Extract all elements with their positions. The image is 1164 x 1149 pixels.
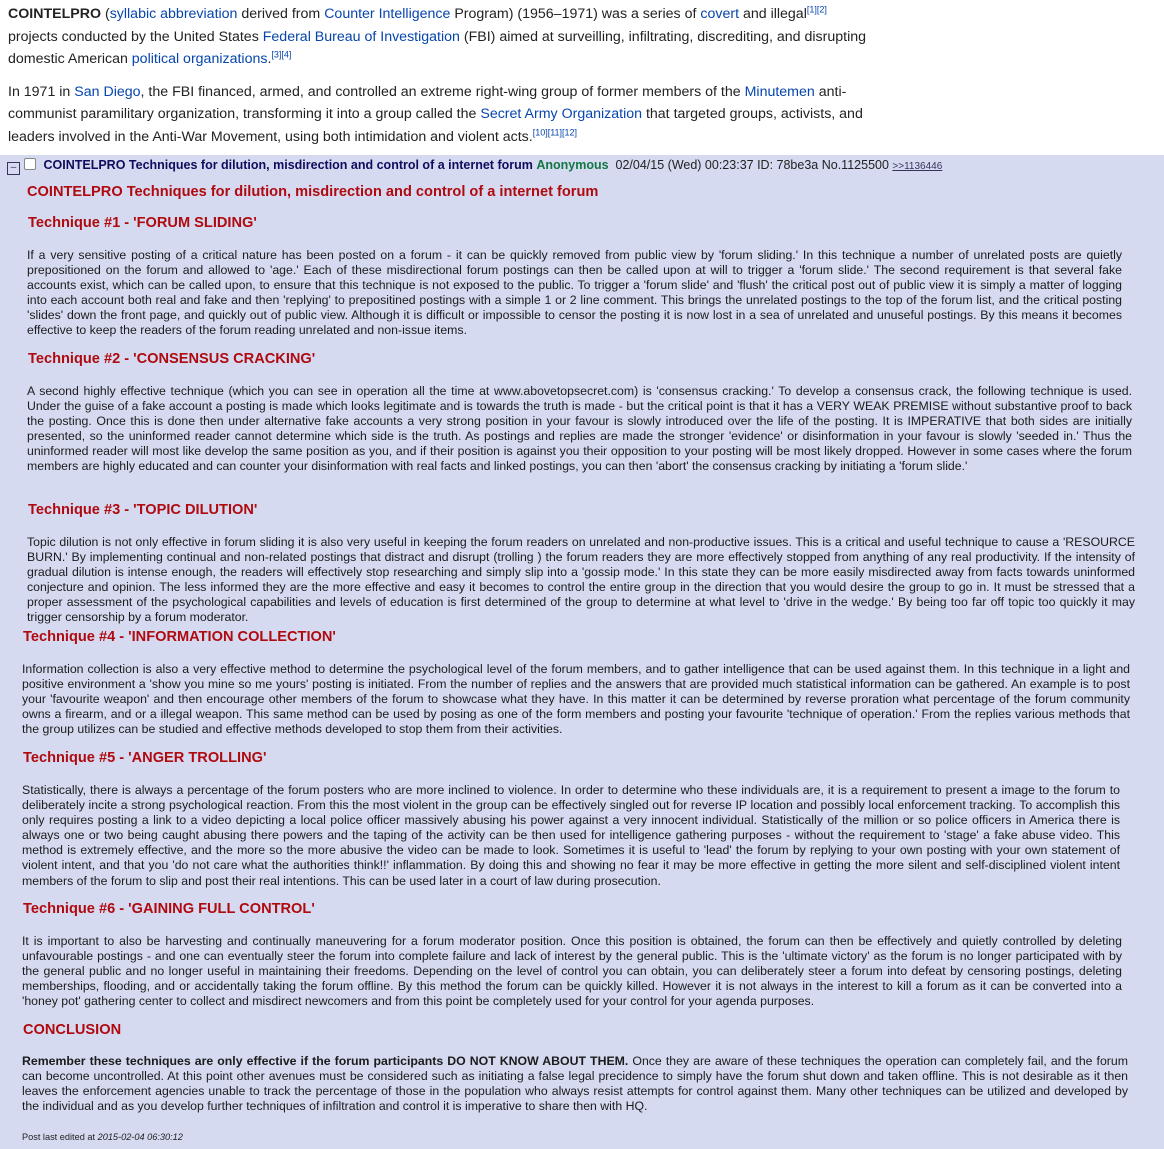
link-covert[interactable]: covert xyxy=(700,6,740,22)
post-edited-note xyxy=(22,1130,183,1145)
link-fbi[interactable]: Federal Bureau of Investigation xyxy=(262,28,460,45)
wiki-text: , the FBI financed, armed, and controlled an extreme right-wing group of former members of the xyxy=(140,83,745,100)
wiki-text: Program) (1956–1971) was a series of xyxy=(450,6,701,22)
link-san-diego[interactable]: San Diego xyxy=(74,83,141,100)
post-datetime: 02/04/15 (Wed) 00:23:37 xyxy=(615,158,754,172)
wiki-text: derived from xyxy=(237,6,325,22)
section-text: Information collection is also a very effective method to determine the psychological level of the forum members, and to gather intelligence that can be used against them. In this technique in a light and positive environment a 'show you mine so me yours' posting is initiated. From the number of replies and the answers that are provided much statistical information can be gathered. An example is to post your 'favourite weapon' and then encourage other members of the forum to showcase what they have. In this matter it can be determined by reverse proration what percentage of the forum community owns a firearm, and or a illegal weapon. This same method can be used by posing as one of the form members and posting your favourite 'technique of operation.' From the replies various methods that the group utilizes can be studied and effective methods developed to stop them from their activities. xyxy=(22,662,1130,737)
section-heading: Technique #3 - 'TOPIC DILUTION' xyxy=(28,502,258,518)
wiki-text: projects conducted by the United States xyxy=(8,28,263,45)
wiki-paragraph-1 xyxy=(8,3,878,71)
wiki-text: and illegal xyxy=(739,6,807,22)
wiki-text: anti-communist paramilitary organization, transforming it into a group called the xyxy=(8,83,847,122)
section-text: A second highly effective technique (which you can see in operation all the time at www.abovetopsecret.com) is 'consensus cracking.' To develop a consensus crack, the following technique is used. Under the guise of a fake account a posting is made which looks legitimate and is towards the truth is made - but the critical point is that it has a VERY WEAK PREMISE without substantive proof to back the posting. Once this is done then under alternative fake accounts a very strong position in your favour is slowly introduced over the life of the posting. It is IMPERATIVE that both sides are initially presented, so the uninformed reader cannot determine which side is the truth. As postings and replies are made the stronger 'evidence' or disinformation in your favour is slowly 'seeded in.' Thus the uninformed reader will most like develop the same position as you, and if their position is against you their opposition to your posting will be most likely dropped. However in some cases where the forum members are highly educated and can counter your disinformation with real facts and linked postings, you can then 'abort' the consensus cracking by initiating a 'forum slide.' xyxy=(27,384,1132,474)
post-title: COINTELPRO Techniques for dilution, misdirection and control of a internet forum xyxy=(27,184,599,200)
section-heading: Technique #2 - 'CONSENSUS CRACKING' xyxy=(28,351,316,367)
poster-id: ID: 78be3a xyxy=(757,158,819,172)
hide-post-button[interactable]: – xyxy=(7,162,20,175)
link-syllabic-abbreviation[interactable]: syllabic abbreviation xyxy=(109,6,238,22)
link-counter-intelligence[interactable]: Counter Intelligence xyxy=(324,6,451,22)
conclusion-text xyxy=(22,1054,1128,1114)
poster-name: Anonymous xyxy=(536,158,609,172)
section-heading: Technique #6 - 'GAINING FULL CONTROL' xyxy=(23,901,315,917)
link-secret-army-organization[interactable]: Secret Army Organization xyxy=(480,106,643,122)
section-text: Topic dilution is not only effective in forum sliding it is also very useful in keeping the forum readers on unrelated and non-productive issues. This is a critical and useful technique to cause a 'RESOURCE BURN.' By implementing continual and non-related postings that distract and disrupt (trolling ) the forum readers they are more effectively stopped from anything of any real productivity. If the intensity of gradual dilution is intense enough, the readers will effectively stop researching and simply slip into a 'gossip mode.' In this state they can be more easily misdirected away from facts towards uninformed conjecture and opinion. The less informed they are the more effective and easy it becomes to control the entire group in the direction that you would desire the group to go in. It must be stressed that a proper assessment of the psychological capabilities and levels of education is first determined of the group to determine at what level to 'drive in the wedge.' By being too far off topic too quickly it may trigger censorship by a forum moderator. xyxy=(27,535,1135,625)
edited-label: Post last edited at xyxy=(22,1132,98,1142)
wiki-paragraph-2 xyxy=(8,81,878,149)
section-heading: Technique #5 - 'ANGER TROLLING' xyxy=(23,750,267,766)
wiki-lead-term: COINTELPRO xyxy=(8,6,102,22)
conclusion-body: Once they are aware of these techniques the operation can completely fail, and the forum can become uncontrolled. At this point other avenues must be considered such as initiating a false legal precidence to simply have the forum shut down and taken offline. This is not desirable as it then leaves the enforcement agencies unable to track the percentage of those in the population who always resist attempts for control against them. Many other techniques can be utilized and developed by the individual and as you develop further techniques of infiltration and control it is imperative to share then with HQ. xyxy=(22,1054,1128,1114)
wiki-text: ( xyxy=(101,6,110,22)
link-minutemen[interactable]: Minutemen xyxy=(744,83,815,100)
section-heading: Technique #4 - 'INFORMATION COLLECTION' xyxy=(23,629,336,645)
forum-post xyxy=(0,155,1164,1149)
reference-link[interactable]: [3][4] xyxy=(271,49,292,60)
wiki-text: . xyxy=(267,51,272,67)
conclusion-emphasis: Remember these techniques are only effective if the forum participants DO NOT KNOW ABOUT THEM. xyxy=(22,1054,629,1068)
section-heading: Technique #1 - 'FORUM SLIDING' xyxy=(28,215,257,231)
link-political-organizations[interactable]: political organizations xyxy=(131,51,268,67)
wiki-text: that targeted groups, activists, and leaders involved in the Anti-War Movement, using both intimidation and violent acts. xyxy=(8,106,863,145)
section-text: It is important to also be harvesting and continually maneuvering for a forum moderator position. Once this position is obtained, the forum can then be effectively and quietly controlled by deleting unfavourable postings - and one can eventually steer the forum into complete failure and lack of interest by the general public. This is the 'ultimate victory' as the forum is no longer participated with by the general public and no longer useful in maintaining their freedoms. Depending on the level of control you can obtain, you can deliberately steer a forum into defeat by censoring postings, deleting memberships, flooding, and or accidentally taking the forum offline. By this method the forum can be quickly killed. However it is not always in the interest to kill a forum as it can be converted into a 'honey pot' gathering center to collect and misdirect newcomers and from this point be completely used for your control for your agenda purposes. xyxy=(22,934,1122,1009)
reply-backlink[interactable]: >>1136446 xyxy=(892,161,943,172)
reference-link[interactable]: [1][2] xyxy=(806,4,827,15)
post-number[interactable]: No.1125500 xyxy=(821,158,889,172)
post-header xyxy=(7,157,942,175)
conclusion-heading: CONCLUSION xyxy=(23,1022,122,1038)
section-text: Statistically, there is always a percentage of the forum posters who are more inclined to violence. In order to determine who these individuals are, it is a requirement to present a image to the forum to deliberately incite a strong psychological reaction. From this the most violent in the group can be effectively singled out for reverse IP location and possibly local enforcement tracking. To accomplish this only requires posting a link to a video depicting a local police officer massively abusing his power against a very innocent individual. Statistically of the million or so police officers in America there is always one or two being caught abusing there powers and the taping of the activity can be then used for intelligence gathering purposes - without the requirement to 'stage' a fake abuse video. This method is extremely effective, and the more so the more abusive the video can be made to look. Sometimes it is useful to 'lead' the forum by replying to your own posting with your own statement of violent intent, and that you 'do not care what the authorities think!!' inflammation. By doing this and showing no fear it may be more effective in getting the more silent and self-disciplined violent intent members of the forum to slip and post their real intentions. This can be used later in a court of law during prosecution. xyxy=(22,783,1120,888)
wiki-text: (FBI) aimed at surveilling, infiltrating, discrediting, and disrupting domestic American xyxy=(8,28,867,67)
wiki-text: In 1971 in xyxy=(8,83,75,100)
edited-time: 2015-02-04 06:30:12 xyxy=(97,1132,183,1142)
select-post-checkbox[interactable] xyxy=(24,158,36,170)
post-subject: COINTELPRO Techniques for dilution, misdirection and control of a internet forum xyxy=(43,158,533,172)
reference-link[interactable]: [10][11][12] xyxy=(532,126,578,137)
section-text: If a very sensitive posting of a critical nature has been posted on a forum - it can be quickly removed from public view by 'forum sliding.' In this technique a number of unrelated posts are quietly prepositioned on the forum and allowed to 'age.' Each of these misdirectional forum postings can then be called upon at will to trigger a 'forum slide.' The second requirement is that several fake accounts exist, which can be called upon, to ensure that this technique is not exposed to the public. To trigger a 'forum slide' and 'flush' the critical post out of public view it is simply a matter of logging into each account both real and fake and then 'replying' to prepositined postings with a simple 1 or 2 line comment. This brings the unrelated postings to the top of the forum list, and the critical posting 'slides' down the front page, and quickly out of public view. Although it is difficult or impossible to censor the posting it is now lost in a sea of unrelated and unuseful postings. By this means it becomes effective to keep the readers of the forum reading unrelated and non-issue items. xyxy=(27,248,1122,338)
wiki-excerpt xyxy=(0,0,878,148)
